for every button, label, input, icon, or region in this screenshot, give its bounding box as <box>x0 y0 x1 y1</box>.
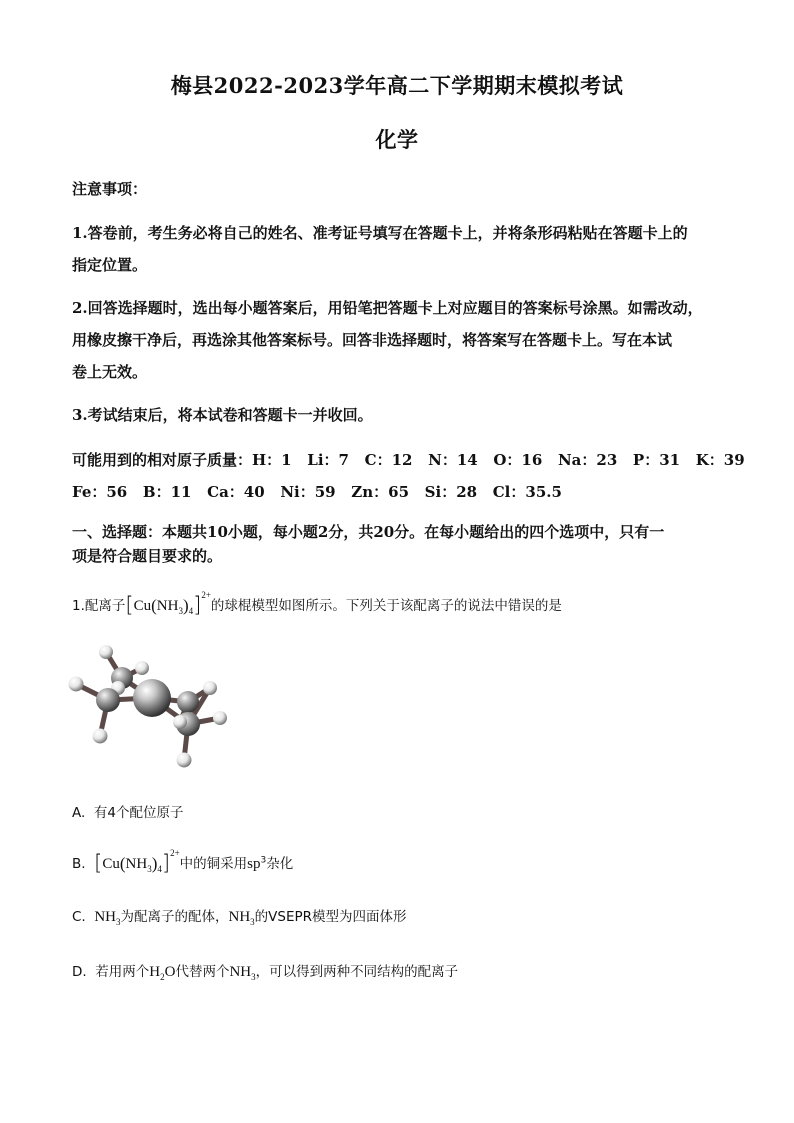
option-a-label: A. <box>72 805 86 821</box>
notice-item-1-line-2: 指定位置。 <box>72 256 148 274</box>
notice-item-2-line-2: 用橡皮擦干净后，再选涂其他答案标号。回答非选择题时，将答案写在答题卡上。写在本试 <box>72 331 673 349</box>
option-d-h2o <box>149 964 175 980</box>
formula-nh: NH <box>156 598 179 614</box>
notice-item-2-line-3: 卷上无效。 <box>72 363 148 381</box>
question-stem-suffix: 的球棍模型如图所示。下列关于该配离子的说法中错误的是 <box>210 598 562 614</box>
option-c-text-2: 的VSEPR模型为四面体形 <box>254 909 407 925</box>
notice-heading: 注意事项： <box>72 180 148 198</box>
hydrogen-atom <box>99 645 113 659</box>
notice-item-1-line-1: 1.答卷前，考生务必将自己的姓名、准考证号填写在答题卡上，并将条形码粘贴在答题卡上的 <box>72 224 688 242</box>
hydrogen-atom <box>177 753 192 768</box>
atomic-masses-line-2: Fe：56 B：11 Ca：40 Ni：59 Zn：65 Si：28 Cl：35.5 <box>72 483 562 501</box>
option-d-label: D. <box>72 964 87 980</box>
option-b-sp: sp <box>247 856 261 872</box>
section-1-heading-line-2: 项是符合题目要求的。 <box>72 547 223 565</box>
option-d-text-1: 若用两个 <box>95 964 150 980</box>
formula-sub-3: 3 <box>115 917 121 927</box>
formula-sub-3: 3 <box>251 972 256 982</box>
notice-item-2-line-1: 2.回答选择题时，选出每小题答案后，用铅笔把答题卡上对应题目的答案标号涂黑。如需改动， <box>72 299 703 317</box>
hydrogen-atom <box>135 661 149 675</box>
formula-nh: NH <box>229 964 252 980</box>
option-b-text-mid: 中的铜采用 <box>179 856 248 872</box>
question-prefix: 配离子 <box>84 598 126 614</box>
formula-cu: Cu <box>133 598 152 614</box>
formula-cu-nh3-4: $[Cu(NH_3)_4]^{2+}$ <box>125 590 211 617</box>
option-d-text-2: 代替两个 <box>175 964 230 980</box>
formula-charge: 2+ <box>170 848 180 858</box>
option-d-text-3: ，可以得到两种不同结构的配离子 <box>255 964 459 980</box>
formula-sub-4: 4 <box>157 864 162 874</box>
formula-o: O <box>164 964 176 980</box>
formula-sub-3: 3 <box>147 864 152 874</box>
option-d-nh3 <box>229 964 255 980</box>
notice-item-3: 3.考试结束后，将本试卷和答题卡一并收回。 <box>72 406 373 424</box>
option-c-nh3 <box>94 909 120 925</box>
formula-h: H <box>149 964 161 980</box>
question-1-stem <box>72 590 562 617</box>
section-1-heading-line-1: 一、选择题：本题共10小题，每小题2分，共20分。在每小题给出的四个选项中，只有一 <box>72 523 665 541</box>
formula-sub-3: 3 <box>178 606 183 616</box>
hydrogen-atom <box>213 711 227 725</box>
option-b-formula: $[Cu(NH_3)_4]^{2+}$ <box>94 848 180 875</box>
ball-and-stick-model-figure <box>64 640 244 775</box>
option-b-sp-sup: 3 <box>260 855 267 866</box>
formula-sub-2: 2 <box>160 972 165 982</box>
exam-title: 梅县2022-2023学年高二下学期期末模拟考试 <box>170 73 624 98</box>
nitrogen-atom <box>177 691 199 713</box>
formula-sub-3: 3 <box>250 917 255 927</box>
formula-nh: NH <box>125 856 148 872</box>
hydrogen-atom <box>69 677 84 692</box>
hydrogen-atom <box>203 681 217 695</box>
hydrogen-atom <box>173 715 187 729</box>
formula-sub-4: 4 <box>188 606 194 616</box>
option-b-text-end: 杂化 <box>266 856 294 872</box>
option-a <box>72 801 183 821</box>
option-b <box>72 848 293 875</box>
atoms <box>69 645 228 768</box>
option-b-label: B. <box>72 856 86 872</box>
hydrogen-atom <box>93 729 108 744</box>
option-a-text: 有4个配位原子 <box>93 805 184 821</box>
option-d <box>72 960 458 982</box>
question-number: 1. <box>72 598 85 614</box>
atomic-masses-line-1: 可能用到的相对原子质量：H：1 Li：7 C：12 N：14 O：16 Na：23 P：31 K：39 <box>72 451 745 469</box>
option-c-nh3-2 <box>228 909 254 925</box>
option-c <box>72 905 407 927</box>
formula-nh: NH <box>228 909 251 925</box>
nitrogen-atom <box>96 688 120 712</box>
option-c-text-1: 为配离子的配体， <box>120 909 229 925</box>
option-c-label: C. <box>72 909 86 925</box>
copper-atom <box>133 679 171 717</box>
formula-nh: NH <box>94 909 116 925</box>
formula-charge: 2+ <box>201 590 211 600</box>
subject-title: 化学 <box>375 127 419 152</box>
formula-cu: Cu <box>102 856 120 872</box>
